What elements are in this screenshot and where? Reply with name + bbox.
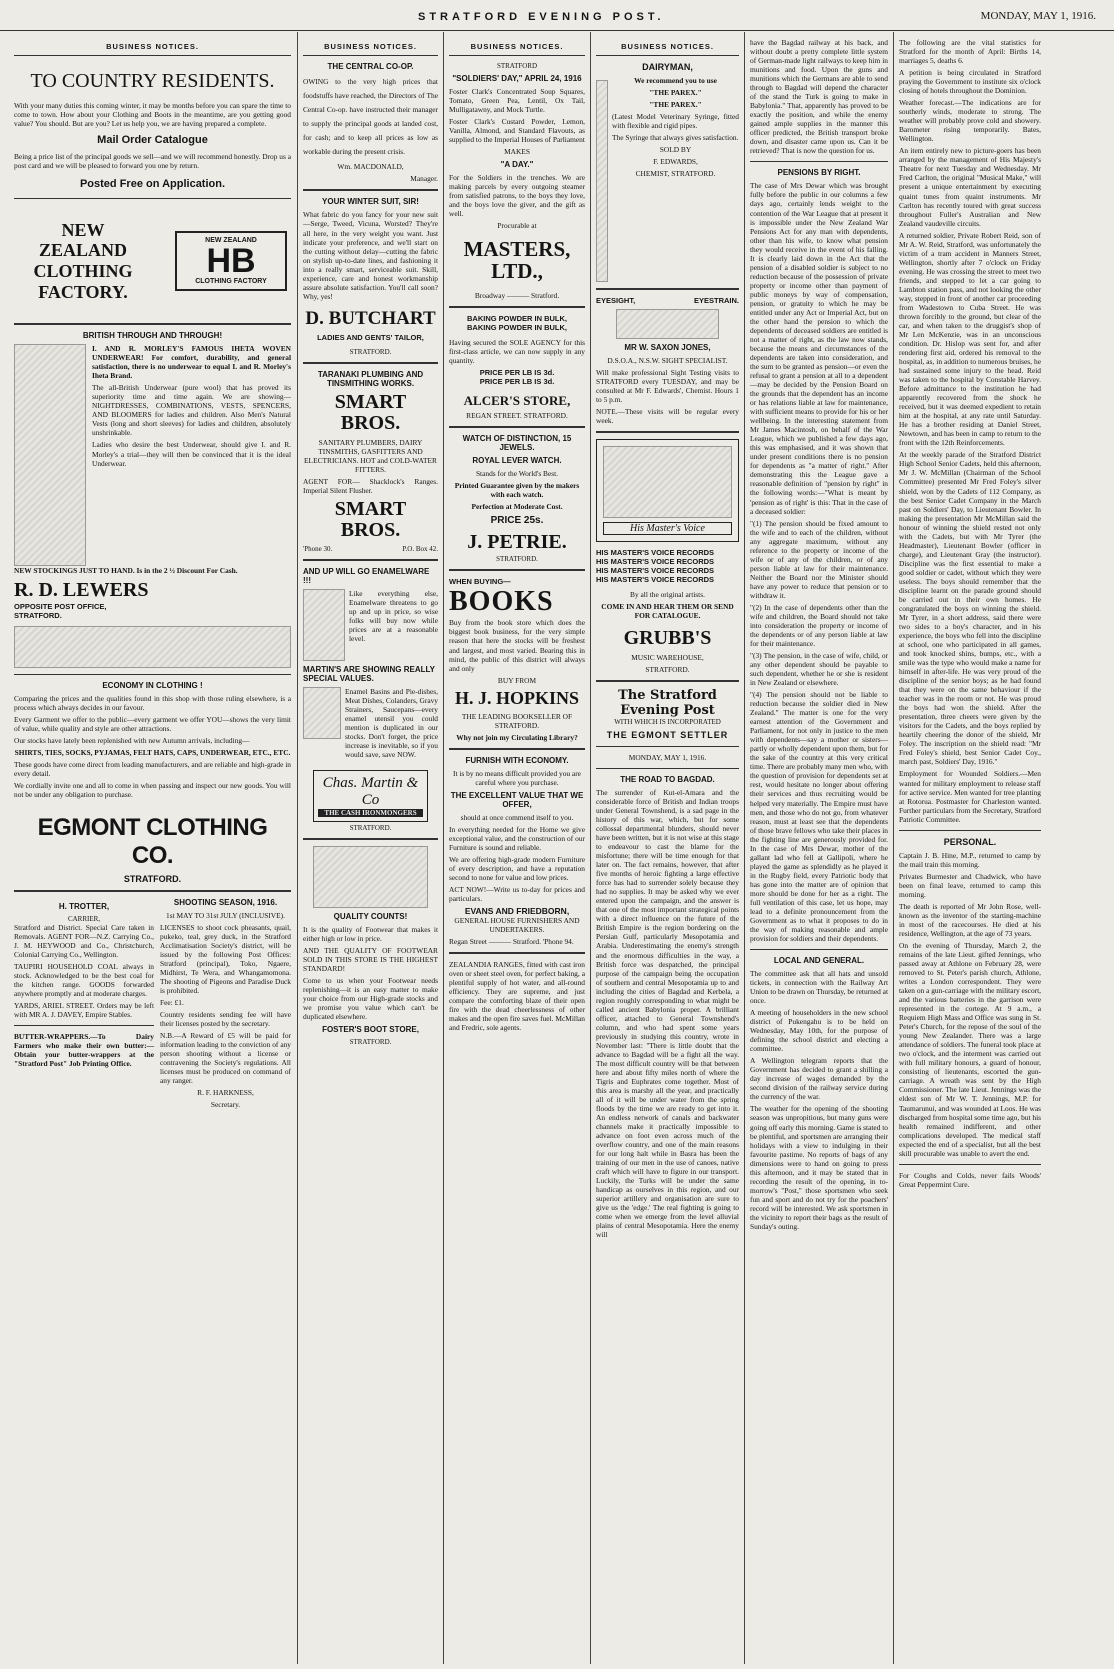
- article-body: At the weekly parade of the Stratford District High School Senior Cadets, held this afternoon, Mr J. W. McMillan (Chairman of the School Committee) presented Mr Fred Foley's silver shield, won by the Cadets of 112 Company, as the best Senior Cadet Company in the March past on Soldiers' Day, to Lieutenant Bowler. In making the presentation Mr McMillan said the honour of winning the shield rested not only with the Cadets, but with Mr Tyrer (the Headmaster), Lieutenant Bowler (officer in charge), and Lieutenant Gray (the instructor). Discipline was the first essential to make a good soldier or cadet, without which they were useless. The boys should remember that the discipline learnt on the parade ground should be carried out in their own homes. He congratulated the boys on winning the shield. Mr Tyrer, in a short address, said there were two sides to a boy's character, and in his experience, the boys who fell into the discipline at school, one who participated in all games, and took knocked shins, bumps, etc., with a smile was the type who would make a name for himself in after-life. He was very proud of the discipline of the senior boys; as he had found that they were on the same behaviour if the teacher was in the room or not. He was proud the boys had won the shield. After the presentation, three cheers were given by the visitors for the Cadets, and the boys replied by heartily cheering the donor of the shield, Mr Foley. The inscription on the shield read: "Mr Fred Foley's shield, best Senior Cadet Coy., march past, Soldiers' Day, 1916.": [899, 450, 1041, 767]
- column-5: [746, 32, 892, 1664]
- column-6: [895, 32, 1045, 1664]
- column-heading: BUSINESS NOTICES.: [303, 32, 438, 56]
- ad-body: NOTE.—These visits will be regular every week.: [596, 407, 739, 426]
- article-body: Weather forecast.—The indications are for southerly winds, moderate to strong. The weather will probably prove cold and showery. Barometer rising temporarily. Bates, Wellington.: [899, 98, 1041, 144]
- ad-body: AGENT FOR— Shacklock's Ranges. Imperial Silent Flusher.: [303, 476, 438, 495]
- ad-heading: QUALITY COUNTS!: [333, 912, 408, 922]
- bucket-illustration-image: [303, 589, 345, 661]
- spectacles-illustration-image: [616, 309, 719, 339]
- ad-brand: ALCER'S STORE,: [463, 392, 571, 408]
- ad-body: Why not join my Circulating Library?: [456, 732, 578, 742]
- po-box: P.O. Box 42.: [402, 544, 438, 553]
- ad-sub: STRATFORD.: [14, 611, 62, 621]
- hb-logo-bottom: CLOTHING FACTORY: [195, 278, 267, 286]
- ad-body: The Syringe that always gives satisfaction.: [612, 133, 739, 143]
- ad-heading: SHOOTING SEASON, 1916.: [173, 897, 278, 907]
- ad-heading: WATCH OF DISTINCTION, 15 JEWELS.: [462, 434, 572, 453]
- ad-body: We cordially invite one and all to come in when passing and inspect our new goods. You will not be under any obligation to purchase.: [14, 781, 291, 800]
- ad-heading: EYESTRAIN.: [693, 296, 739, 305]
- ad-sub: LADIES AND GENTS' TAILOR,: [317, 332, 424, 342]
- ad-heading: BAKING POWDER IN BULK,: [467, 322, 567, 332]
- ad-heading: FURNISH WITH ECONOMY.: [465, 755, 569, 765]
- ad-body: N.B.—A Reward of £5 will be paid for information leading to the conviction of any person shooting without a license or contravening the Society's regulations. All licenses must be produced on command of any ranger.: [160, 1030, 291, 1086]
- ad-brand: H. J. HOPKINS: [454, 687, 579, 708]
- article-body: A meeting of householders in the new school district of Pukengahu is to be held on Wednesday, May 10th, for the purpose of defining the school district and electing a committee.: [750, 1008, 888, 1054]
- article-heading: PENSIONS BY RIGHT.: [777, 168, 861, 178]
- article-body: The death is reported of Mr John Rose, well-known as the inventor of the starting-machine in most of the racecourses. He died at his residence, Wellington, at the age of 73 years.: [899, 901, 1041, 938]
- ad-sub: Broadway ——— Stratford.: [474, 290, 560, 300]
- column-1: [10, 32, 295, 1664]
- ad-body: SHIRTS, TIES, SOCKS, PYJAMAS, FELT HATS, CAPS, UNDERWEAR, ETC., ETC.: [14, 748, 291, 758]
- column-rule: [744, 32, 745, 1664]
- ad-body: Fee: £1.: [160, 997, 184, 1007]
- ad-price: PRICE 25s.: [490, 515, 544, 527]
- ad-body: (Latest Model Veterinary Syringe, fitted with flexible and rigid pipes.: [612, 112, 739, 131]
- divider: [449, 952, 585, 954]
- ad-body: Enamel Basins and Pie-dishes, Meat Dishes, Colanders, Gravy Strainers, Saucepans—every enamel utensil you could mention is duplicated in our stocks. Don't forget, the price increase is inevitable, so if you would save, save NOW.: [345, 686, 438, 760]
- hb-logo-mark: HB: [206, 242, 256, 281]
- ad-heading: TARANAKI PLUMBING AND TINSMITHING WORKS.: [317, 369, 424, 388]
- ad-sub: STRATFORD.: [496, 555, 538, 564]
- article-body: "(2) In the case of dependents other than the wife and children, the Board should not take into consideration the property or income of the dependents or of any person liable at law for their maintenance.: [750, 602, 888, 648]
- ad-heading: "A DAY.": [500, 160, 534, 170]
- column-rule: [297, 32, 298, 1664]
- ad-body: Our stocks have lately been replenished with new Autumn arrivals, including—: [14, 736, 250, 746]
- article-body: The committee ask that all hats and unsold tickets, in connection with the Railway Art Union to be drawn on Thursday, be returned at once.: [750, 969, 888, 1006]
- article-body: "(1) The pension should be fixed amount to the wife and to each of the children, without any aggregate maximum, without any reference to the property or income of the wife or of any of the children, or of any person liable at law for their maintenance. Neither the Board nor the Minister should have any power to reduce that pension or to withdraw it.: [750, 518, 888, 600]
- ad-body: Ladies who desire the best Underwear, should give I. and R. Morley's a trial—they will then be convinced that it is the ideal Underwear.: [92, 440, 291, 468]
- ad-sign: Secretary.: [210, 1100, 241, 1110]
- hmv-label: His Master's Voice: [603, 522, 732, 535]
- ad-heading: ECONOMY IN CLOTHING !: [102, 681, 203, 691]
- divider: [449, 426, 585, 428]
- column-heading: BUSINESS NOTICES.: [449, 32, 585, 56]
- ad-body: LICENSES to shoot cock pheasants, quail, pukeko, teal, grey duck, in the Stratford Acclimatisation Society's district, will be issued by the following Post Offices: Stratford (principal), Toko, Ngaere, Midhirst, Te Wera, and Whangamomona. The shooting of Pigeons and Paradise Duck is prohibited.: [160, 922, 291, 995]
- divider: [596, 288, 739, 290]
- ad-sub: STRATFORD.: [349, 347, 392, 356]
- ad-sub: STRATFORD.: [645, 665, 690, 675]
- ad-brand: EVANS AND FRIEDBORN,: [464, 905, 570, 916]
- ad-price: PRICE PER LB IS 3d.: [479, 367, 555, 377]
- ad-price: PRICE PER LB IS 3d.: [479, 376, 555, 386]
- ad-brand: EGMONT CLOTHING CO.: [37, 813, 268, 869]
- editorial-date: MONDAY, MAY 1, 1916.: [628, 752, 707, 762]
- ad-brand: "THE PAREX.": [649, 100, 702, 110]
- record-line: HIS MASTER'S VOICE RECORDS: [596, 557, 715, 567]
- ad-body: Buy from the book store which does the biggest book business, for the very simple reason that here the stocks will be freshest and largest, and most varied. Bearing this in mind, the public of this district will always and only: [449, 618, 585, 673]
- martin-ad: [303, 687, 438, 762]
- record-line: HIS MASTER'S VOICE RECORDS: [596, 566, 715, 576]
- ad-brand: GRUBB'S: [623, 627, 712, 650]
- parex-ad: [596, 76, 739, 282]
- ad-sub: GENERAL HOUSE FURNISHERS AND UNDERTAKERS.: [454, 915, 580, 934]
- column-2: [299, 32, 442, 1664]
- article-body: On the evening of Thursday, March 2, the remains of the late Lieut. gifted Jennings, who passed away at Athlone on February 28, were removed to St. Peter's parish church, Athlone, writes a London correspondent. They were taken on a gun-carriage with the military escort, and the various batteries in the garrison were represented in the cortege. At 9 a.m., a Requiem High Mass and Office was sung in St. Peter's Church, for the repose of the soul of the young New Zealander. There was a large attendance of soldiers. The funeral took place at two o'clock, and the interment was carried out with full military honours, a guard of honour, consisting of lieutenants, escorted the gun-carriage. A wreath was sent by the High Commissioner. The late Lieut. Jennings was the eldest son of Mr W. T. Jennings, M.P. for Taumarunui, and was wounded at Loos. He was discharged from hospital some time ago, but his health remained indifferent, and other complications developed. The medical staff expected the end of a specialist, but all the best skill procurable was unable to avert the end.: [899, 940, 1042, 1158]
- shooting-ad: [160, 898, 291, 1110]
- ad-body: YARDS, ARIEL STREET. Orders may be left with MR A. J. DAVEY, Empire Stables.: [14, 1000, 154, 1019]
- record-line: HIS MASTER'S VOICE RECORDS: [596, 548, 715, 558]
- divider: [899, 1164, 1041, 1165]
- ad-body: SANITARY PLUMBERS, DAIRY TINSMITHS, GASFITTERS AND ELECTRICIANS. HOT and COLD-WATER FITTERS.: [304, 437, 437, 474]
- factory-name: NEW ZEALAND CLOTHING FACTORY.: [33, 219, 133, 302]
- martin-logo-script: Chas. Martin & Co: [322, 775, 419, 809]
- ad-brand: R. D. LEWERS: [14, 579, 149, 602]
- martin-logo: [313, 770, 428, 822]
- divider: [449, 748, 585, 750]
- column-heading: BUSINESS NOTICES.: [596, 32, 739, 56]
- ad-headline: TO COUNTRY RESIDENTS.: [30, 70, 275, 92]
- gramophone-dog-image: [603, 446, 732, 518]
- ad-heading: THE EXCELLENT VALUE THAT WE OFFER,: [450, 790, 584, 809]
- ad-brand: "THE PAREX.": [649, 88, 702, 98]
- ad-heading: MR W. SAXON JONES,: [624, 343, 711, 352]
- ad-heading: THE CENTRAL CO-OP.: [327, 62, 414, 71]
- boots-illustration-image: [313, 846, 428, 908]
- hb-logo: [175, 231, 287, 291]
- ad-heading: YOUR WINTER SUIT, SIR!: [322, 197, 419, 207]
- ad-body: Come to us when your Footwear needs replenishing—it is an easy matter to make your choice from our High-grade stocks and we promise you value which can't be duplicated elsewhere.: [303, 976, 438, 1022]
- column-rule: [590, 32, 591, 1664]
- article-body: "(3) The pension, in the case of wife, child, or any other dependent should be payable to such dependent, whether he or she is resident in New Zealand or elsewhere.: [750, 651, 888, 688]
- ad-heading: FOSTER'S BOOT STORE,: [322, 1025, 419, 1035]
- hb-logo-top: NEW ZEALAND: [205, 237, 257, 245]
- ad-subhead: Posted Free on Application.: [79, 178, 226, 191]
- divider: [750, 161, 888, 162]
- syringe-illustration-image: [596, 80, 608, 282]
- ad-body: Procurable at: [497, 221, 537, 231]
- ad-body: should at once commend itself to you.: [460, 812, 574, 822]
- ad-body: We are offering high-grade modern Furniture of every description, and have a reputation second to none for value and low prices.: [449, 854, 585, 882]
- ad-body: NEW STOCKINGS JUST TO HAND. Is in the 2 ½ Discount For Cash.: [14, 566, 238, 576]
- ad-sub: OPPOSITE POST OFFICE,: [14, 602, 107, 612]
- article-body: A Wellington telegram reports that the Government has decided to grant a shilling a day increase of wages demanded by the second division of the railway service during the currency of the war.: [750, 1056, 888, 1102]
- issue-date: MONDAY, MAY 1, 1916.: [980, 10, 1096, 22]
- article-body: The case of Mrs Dewar which was brought fully before the public in our columns a few days ago, certainly lends weight to the contention of the War League that at present it is impossible under the New Zealand War Pensions Act for any man with dependents, other than his wife, to know what pension they would receive in the event of his falling. It is clearly laid down in the Act that the pension of a disabled soldier is subject to no reduction because of the possession of private property or income other than payment of public moneys by way of compensation, pension, or gratuity to which he may be entitled under any Act or Imperial Act, but on the other hand the pension to which the dependents of deceased soldiers are entitled is not a matter of right, as the law now stands, because the means and circumstances of the dependents are taken into consideration, and the sum to be granted as pension—or even the refusal to grant a pension at all to a dependent—may be decided by the Pension Board on the grounds that the dependent has an income or has relations liable at law for maintenance, with sufficient means to provide for his or her wellbeing. In the interesting statement from Mr James Macintosh, on behalf of the War League, which we published a few days ago, this was emphasised, and it was shown that under present conditions there is no pension for dependents as "a matter of right." After demonstrating this the League gave a reasonable definition of "pension by right" in the following words:—"What is meant by 'pension as of right' is this: That in the case of a deceased soldier:: [750, 181, 888, 516]
- ad-body: Country residents sending fee will have their licenses posted by the secretary.: [160, 1009, 291, 1028]
- ad-body: It is the quality of Footwear that makes it either high or low in price.: [303, 925, 438, 944]
- ad-heading: MARTIN'S ARE SHOWING REALLY SPECIAL VALUES.: [303, 664, 435, 683]
- divider: [303, 189, 438, 191]
- ad-body: Having secured the SOLE AGENCY for this first-class article, we can now supply in any quantity.: [449, 337, 585, 365]
- ad-heading: DAIRYMAN,: [642, 62, 693, 72]
- divider: [596, 746, 739, 747]
- contact-row: [303, 545, 438, 553]
- article-body: Captain J. B. Hine, M.P., returned to camp by the mail train this morning.: [899, 850, 1041, 869]
- ad-heading: WHEN BUYING—: [449, 577, 511, 587]
- ad-body: Printed Guarantee given by the makers with each watch.: [454, 481, 580, 500]
- ad-heading: BRITISH THROUGH AND THROUGH!: [82, 331, 223, 341]
- ad-body: In everything needed for the Home we give exceptional value, and the construction of our Furniture is sound and reliable.: [449, 824, 585, 852]
- newspaper-title: STRATFORD EVENING POST.: [418, 11, 665, 23]
- ad-body: ZEALANDIA RANGES, fitted with cast iron oven or sheet steel oven, for perfect baking, a plentiful supply of hot water, and all-round efficiency. They are supreme, and just compare the comforting blaze of their open fire with the dead cheerlessness of other makes and the open fire saves fuel. McMillan and Fredric, sole agents.: [449, 960, 585, 1033]
- article-body: The weather for the opening of the shooting season was unpropitious, but many guns were going off early this morning. Game is stated to be plentiful, and sportsmen are arranging their holidays with a view to indulging in their favourite pastime. No reports of bags of any dimensions were to hand on going to press this afternoon, and it may be stated that in recording the result of the opening, in to-morrow's "Post," those sportsmen who seek fun and sport and do not try for the poachers' record will be interested. We ask sportsmen in the vicinity to report their bags as the result of Sunday's outing.: [750, 1104, 889, 1231]
- column-heading: BUSINESS NOTICES.: [14, 32, 291, 56]
- article-body: The following are the vital statistics for Stratford for the month of April: Births 14, marriages 5, deaths 6.: [899, 38, 1041, 66]
- ad-body: For the Soldiers in the trenches. We are making parcels by every outgoing steamer from satisfied patrons, to the boys they love, and the boys love the giver, and the gift as well.: [449, 173, 585, 219]
- trotter-ad: [14, 898, 154, 1071]
- ad-heading: BAKING POWDER IN BULK,: [467, 313, 567, 323]
- article-body: have the Bagdad railway at his back, and without doubt a pretty complete little system of German-made light railways to keep him in munitions and food. Upon the guns and munitions which the Germans are able to send through to Bagdad will depend the character of the stand the Turk is going to make in Babylonia." That, apparently has proved to be exactly the position, and while the enemy gained ample supplies in the manner this officer predicted, the British transport broke down, and disaster came upon us. Can it be retrieved? That is now the question for us.: [750, 38, 888, 156]
- article-heading: LOCAL AND GENERAL.: [773, 956, 865, 965]
- nameplate-sub: WITH WHICH IS INCORPORATED: [614, 718, 721, 727]
- ad-body: AND THE QUALITY OF FOOTWEAR SOLD IN THIS STORE IS THE HIGHEST STANDARD!: [303, 946, 438, 974]
- ad-sign: Manager.: [410, 174, 438, 184]
- ad-body: Will make professional Sight Testing visits to STRATFORD every TUESDAY, and may be consulted at Mr F. Edwards', Chemist. Hours 1 to 5 p.m.: [596, 368, 739, 405]
- divider: [750, 949, 888, 950]
- ad-body: SOLD BY: [659, 145, 692, 155]
- ad-sub: MUSIC WAREHOUSE,: [631, 653, 704, 663]
- ad-body: OWING to the very high prices that foodstuffs have reached, the Directors of The Central Co-op. have instructed their manager to supply the principal goods at landed cost, for cash; and to keep all prices as low as workable during the present crisis.: [303, 77, 438, 157]
- divider: [899, 830, 1041, 831]
- ad-sub: STRATFORD.: [123, 873, 182, 884]
- ad-body: Like everything else, Enamelware threatens to go up and up in price, so wise folks will buy now while prices are at a reasonable level.: [349, 588, 438, 644]
- ad-sub: Regan Street ——— Stratford. 'Phone 94.: [449, 937, 574, 947]
- morley-ad: [14, 344, 291, 566]
- ad-body: TAUPIRI HOUSEHOLD COAL always in stock. Acknowledged to be the best coal for the kitchen range. GOODS forwarded anywhere promptly and at moderate charges.: [14, 961, 154, 998]
- ad-brand: MASTERS, LTD.,: [463, 237, 571, 284]
- divider: [14, 890, 291, 892]
- column-rule: [443, 32, 444, 1664]
- divider: [596, 768, 739, 769]
- divider: [449, 306, 585, 308]
- ad-brand: SMART BROS.: [334, 497, 407, 541]
- column-4: [592, 32, 743, 1664]
- basin-illustration-image: [303, 687, 341, 739]
- article-body: The surrender of Kut-el-Amara and the considerable force of British and Indian troops under General Townshend, is a sad page in the history of this war, which, but for some collossal departmental blunders, should never have been written, but it is not wise at this stage to endeavour to cast the blame for the misfortune; there will be time enough for that later on. The fact remains, however, that after five months of heroic fighting a large effective force has had to surrender solely because they had no supplies. It may be asked why we ever entered upon the campaign, and the answer is that one of the most important strategical points with a direct influence on the future of the British Empire is the region bordering on the Persian Gulf, particularly Mesopotamia and Arabia. Underestimating the enemy's strength and the enormous difficulties in the way, a British force was despatched, the principal purpose of the campaign being the occupation of southern and central Mesopotamia up to and including the cities of Bagdad and Kerbela, a region roughly corresponding to what might be called ancient Babylonia proper. A brilliant officer, attached to General Townshend's column, and who had spent some years previously in studying this country, wrote in November last: "There is little doubt that the advance to Bagdad will be a fight all the way. The most difficult country will be that between here and about fifty miles north of where the Tigris and Euphrates come together. Most of this area is marshy all the year, and practically all of it will be under water from the spring floods by the time we are ready to get into it. An endless network of canals and backwater channels make it practically impossible to advance on foot even across much of the overflow country, and one of the main reasons for our long halt while in Basra has been the training of our men in the use of canoes, native craft which will have to figure in our transport. Luckily, the Turks will be under the same handicap as ourselves in this region, and our superior artillery and organisation are sure to give us the 'edge.' The real fighting is going to come when we emerge from the level alluvial plains of central Mesopotamia. Here the enemy will: [596, 787, 739, 1240]
- ad-body: We recommend you to use: [634, 76, 717, 85]
- ad-heading: H. TROTTER,: [58, 901, 110, 911]
- ad-sub: STRATFORD: [496, 62, 538, 70]
- ad-body: Stratford and District. Special Care taken in Removals. AGENT FOR—N.Z. Carrying Co., J. M. HEYWOOD and Co., Christchurch, Colonial Carrying Co., Wellington.: [14, 922, 154, 959]
- ad-sub: REGAN STREET. STRATFORD.: [466, 411, 568, 421]
- article-body: An item entirely new to picture-goers has been arranged by the management of His Majesty's Theatre for next Tuesday and Wednesday. Mr Fred Carlton, the original "Musical Make," will present a unique entertainment by executing quaint tunes from quaint instruments. Mr Carlton has recently toured with great success throughout Fuller's Australian and New Zealand vaudeville circuits.: [899, 146, 1041, 228]
- article-body: A returned soldier, Private Robert Reid, son of Mr A. W. Reid, Stratford, was unfortunately the victim of a tram accident in Manners Street, Wellington, shortly after 7 o'clock on Friday evening. He was crossing the street to meet two friends, and stepped to let a car going to Lambton station pass, and not looking the other way, stepped in front of another car proceeding from Wadestown to Cuba Street. He was thrown forcibly to the ground, but clear of the car, and when taken to the druggist's shop of Mr Len McKenzie, was in an unconscious condition. Dr. Hislop was sent for, and after rendering first aid, ordered his removal to the hospital, as, in addition to numerous bruises, he had sustained some injury to the head. Reid was taken to the hospital by Constable Harvey. Before admittance to the institution he had apparently recovered from the shock he received, but it was deemed expedient to retain him at the hospital, at any rate until Saturday. He has a brother residing at Daniel Street, Newtown, and has been in camp to return to the front with the 12th Reinforcements.: [899, 230, 1041, 448]
- ad-sub: CHEMIST, STRATFORD.: [635, 169, 716, 179]
- ad-body: What fabric do you fancy for your new suit—Serge, Tweed, Vicuna, Worsted? They're all here, in the very weight you want. Just indicate your preference, and we'll start on the cutting without delay—cutting the fabric on stylish up-to-date lines, and fashioning it into a really smart, serviceable suit. Skill, experience, care and honest workmanship assure absolute satisfaction. You'll call soon? Why, yes!: [303, 210, 438, 301]
- ad-body: COME IN AND HEAR THEM OR SEND FOR CATALOGUE.: [601, 602, 734, 621]
- ad-heading: EYESIGHT,: [596, 296, 636, 305]
- ad-body: ACT NOW!—Write us to-day for prices and particulars.: [449, 884, 585, 903]
- illustration-lady-image: [14, 344, 86, 566]
- hats-illustration-image: [14, 626, 291, 668]
- nameplate-settler: THE EGMONT SETTLER: [606, 729, 729, 740]
- ad-brand: J. PETRIE.: [467, 531, 567, 554]
- ad-body: These goods have come direct from leading manufacturers, and are reliable and high-grade in every detail.: [14, 760, 291, 779]
- ad-body: BUY FROM: [497, 675, 537, 685]
- ad-heading: "SOLDIERS' DAY," APRIL 24, 1916: [452, 74, 582, 83]
- ad-brand: D. BUTCHART: [305, 307, 436, 329]
- ad-sub: STRATFORD.: [349, 824, 392, 833]
- factory-ad: [14, 205, 291, 317]
- ad-brand: SMART BROS.: [334, 390, 407, 434]
- ad-body: Foster Clark's Custard Powder, Lemon, Vanilla, Almond, and Standard Flavouts, as supplied to the Imperial Houses of Parliament: [449, 117, 585, 145]
- divider: [303, 838, 438, 840]
- ad-brand: F. EDWARDS,: [653, 157, 698, 167]
- ad-body: Every Garment we offer to the public—every garment we offer YOU—shows the very limit of value, while quality and style are other attractions.: [14, 715, 291, 734]
- ad-body: MAKES: [504, 147, 530, 157]
- divider: [449, 569, 585, 571]
- divider: [14, 198, 291, 199]
- article-body: Employment for Wounded Soldiers.—Men wanted for military employment to release staff for active service. Men wanted for tree planting at Rotorua. Postmaster for Charleston wanted. Further particulars from the Secretary, Stratford Patriotic Committee.: [899, 769, 1041, 824]
- ad-heading: AND UP WILL GO ENAMELWARE !!!: [303, 566, 430, 585]
- divider: [596, 431, 739, 433]
- ad-body: BUTTER-WRAPPERS.—To Dairy Farmers who make their own butter:—Obtain your butter-wrappers at the "Stratford Post" Job Printing Office.: [14, 1031, 154, 1068]
- ad-sub: CARRIER,: [67, 914, 101, 923]
- masthead: [0, 0, 1114, 31]
- divider: [14, 1025, 154, 1026]
- ad-brand: BOOKS: [449, 586, 554, 618]
- article-body: A petition is being circulated in Stratford praying the Government to institute six o'clock closing of hotels throughout the Dominion.: [899, 68, 1041, 96]
- ad-body: With your many duties this coming winter, it may be months before you can spare the time to come to town. How about your Clothing and Boots in the meantime, are you getting good value? You should. But are you? Let us help you, we are having prepared a complete.: [14, 101, 291, 129]
- ad-heading: ROYAL LEVER WATCH.: [472, 456, 562, 466]
- ad-body: The all-British Underwear (pure wool) that has proved its superiority time and time again. We are showing—NIGHTDRESSES, COMBINATIONS, VESTS, SPENCERS, AND BLOOMERS for ladies and children. Also Men's Natural Vests (long and short sleeves) for ladies and children, absolutely unshrinkable.: [92, 383, 291, 438]
- ad-body: It is by no means difficult provided you are careful where you purchase.: [453, 768, 581, 787]
- divider: [14, 323, 291, 325]
- article-heading: PERSONAL.: [943, 836, 997, 847]
- column-rule: [893, 32, 894, 1664]
- eye-header: [596, 296, 739, 305]
- ad-sub: THE LEADING BOOKSELLER OF STRATFORD.: [461, 711, 573, 730]
- divider: [14, 674, 291, 675]
- article-body: For Coughs and Colds, never fails Woods' Great Peppermint Cure.: [899, 1170, 1041, 1189]
- enamel-ad: [303, 589, 438, 661]
- phone-number: 'Phone 30.: [303, 544, 333, 553]
- ad-body: Being a price list of the principal goods we sell—and we will recommend honestly. Drop us a post card and we will be pleased to forward you one by return.: [14, 152, 291, 171]
- ad-body: Comparing the prices and the qualities found in this shop with those ruling elsewhere, is a process which always decides in our favour.: [14, 694, 291, 713]
- ad-body: Stands for the World's Best.: [475, 469, 559, 479]
- divider: [596, 680, 739, 682]
- article-heading: THE ROAD TO BAGDAD.: [620, 774, 715, 784]
- ad-body: Foster Clark's Concentrated Soup Squares, Tomato, Green Pea, Lentil, Ox Tail, Mulligatawny, and Mock Turtle.: [449, 87, 585, 115]
- martin-logo-band: THE CASH IRONMONGERS: [318, 809, 423, 817]
- ad-body: Perfection at Moderate Cost.: [471, 502, 563, 512]
- article-body: Privates Burmester and Chadwick, who have been on final leave, returned to camp this morning.: [899, 871, 1041, 899]
- ad-body: 1st MAY TO 31st JULY (INCLUSIVE).: [166, 910, 285, 920]
- record-line: HIS MASTER'S VOICE RECORDS: [596, 575, 715, 585]
- divider: [303, 362, 438, 364]
- ad-sub: STRATFORD.: [349, 1038, 392, 1047]
- ad-subhead: Mail Order Catalogue: [97, 134, 208, 147]
- hmv-logo: [596, 439, 739, 542]
- ad-body: I. AND R. MORLEY'S FAMOUS IHETA WOVEN UNDERWEAR! For comfort, durability, and general satisfaction, there is no underwear to equal I. and R. Morley's Iheta Brand.: [92, 344, 291, 381]
- ad-sign: R. F. HARKNESS,: [197, 1088, 254, 1098]
- article-body: "(4) The pension should not be liable to reduction because the soldier died in New Zealand." The matter is one for the very earnest attention of the Government and Parliament, for not only in justice to the men with dependents—say a mother or sisters—partly or wholly dependent upon them, but for the sake of the country at this very critical time. There are probably many men who, with the question of provision for dependents set at rest, would hesitate no longer about offering their services and thus recruiting would be helped very materially. The Empire must have men, and those who do not go, from whatever reason, must at least see that the dependents of those brave fellows who take their places in the fighting line are generously provided for. In the case of Mrs Dewar, mother of the gallant lad who fell at Gallipoli, where he played the game as splendidly as he played it in the Rugby field, every Patriotic body that has gone into the matter are of opinion that more should be done for her as a right. The full ventilation of this case, let us hope, may lead to a definite pronouncement from the Government as to what it proposes to do in the way of making reasonable and ample provision for soldiers and their dependents.: [750, 690, 888, 943]
- newspaper-nameplate: The Stratford Evening Post: [618, 688, 717, 719]
- ad-sub: D.S.O.A., N.S.W. SIGHT SPECIALIST.: [607, 356, 728, 365]
- ad-sign: Wm. MACDONALD,: [337, 162, 404, 172]
- ad-body: By all the original artists.: [630, 590, 705, 600]
- column-3: [445, 32, 589, 1664]
- divider: [303, 559, 438, 561]
